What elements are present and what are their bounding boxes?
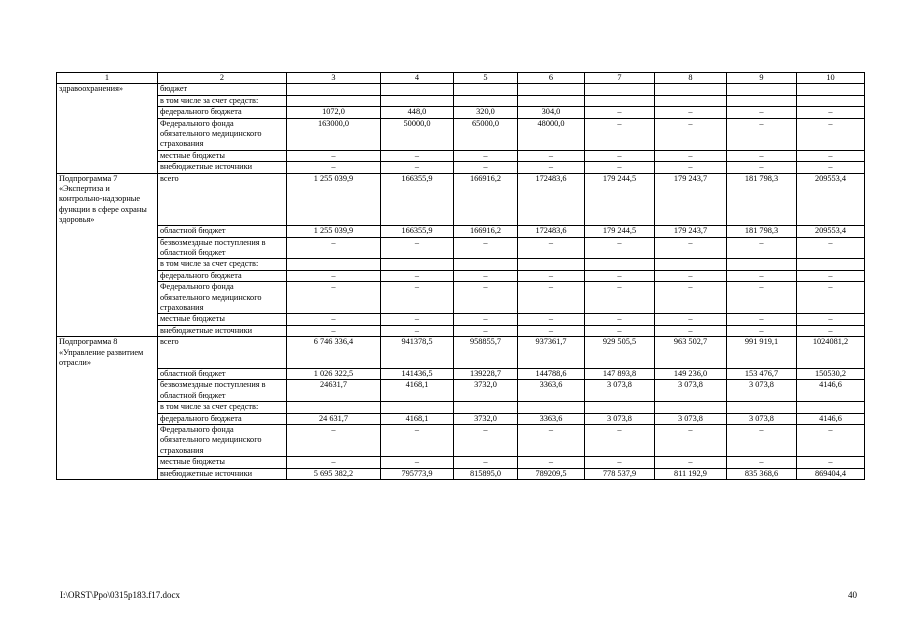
value-cell <box>518 259 585 270</box>
value-cell: – <box>585 237 655 259</box>
column-header: 3 <box>287 73 381 84</box>
value-cell: – <box>655 314 727 325</box>
value-cell: 448,0 <box>381 107 454 118</box>
value-cell: 929 505,5 <box>585 337 655 369</box>
value-cell: 1 026 322,5 <box>287 368 381 379</box>
value-cell: 320,0 <box>454 107 518 118</box>
funding-source-cell: Федерального фонда обязательного медицинского страхования <box>158 118 287 150</box>
value-cell: 958855,7 <box>454 337 518 369</box>
value-cell: 24 631,7 <box>287 413 381 424</box>
value-cell: 4168,1 <box>381 380 454 402</box>
value-cell: – <box>518 457 585 468</box>
value-cell: 1 255 039,9 <box>287 173 381 226</box>
value-cell: 3732,0 <box>454 413 518 424</box>
value-cell: 166916,2 <box>454 173 518 226</box>
value-cell: – <box>287 150 381 161</box>
value-cell: – <box>454 162 518 173</box>
value-cell <box>518 402 585 413</box>
value-cell: – <box>454 282 518 314</box>
value-cell: – <box>287 425 381 457</box>
value-cell: 811 192,9 <box>655 468 727 479</box>
funding-source-cell: в том числе за счет средств: <box>158 402 287 413</box>
value-cell: – <box>518 425 585 457</box>
value-cell: – <box>381 325 454 336</box>
column-header: 8 <box>655 73 727 84</box>
value-cell: 3363,6 <box>518 380 585 402</box>
value-cell: 65000,0 <box>454 118 518 150</box>
column-header: 9 <box>727 73 797 84</box>
value-cell <box>797 95 865 106</box>
value-cell <box>287 402 381 413</box>
value-cell <box>381 402 454 413</box>
value-cell: 181 798,3 <box>727 226 797 237</box>
value-cell: 149 236,0 <box>655 368 727 379</box>
subprogram-cell <box>57 95 158 106</box>
value-cell <box>287 259 381 270</box>
value-cell <box>797 259 865 270</box>
value-cell: – <box>454 314 518 325</box>
funding-source-cell: Федерального фонда обязательного медицинского страхования <box>158 425 287 457</box>
value-cell: 3 073,8 <box>727 380 797 402</box>
funding-source-cell: в том числе за счет средств: <box>158 95 287 106</box>
value-cell: – <box>797 325 865 336</box>
table-row <box>57 173 865 226</box>
funding-source-cell: безвозмездные поступления в областной бюджет <box>158 237 287 259</box>
value-cell: – <box>585 425 655 457</box>
value-cell: – <box>454 237 518 259</box>
funding-source-cell: областной бюджет <box>158 226 287 237</box>
table-row <box>57 425 865 457</box>
value-cell: 209553,4 <box>797 173 865 226</box>
value-cell <box>518 84 585 95</box>
value-cell: – <box>655 457 727 468</box>
funding-source-cell: федерального бюджета <box>158 270 287 281</box>
value-cell: 869404,4 <box>797 468 865 479</box>
value-cell: – <box>287 325 381 336</box>
value-cell <box>585 84 655 95</box>
budget-table <box>56 72 865 480</box>
value-cell: 179 243,7 <box>655 226 727 237</box>
value-cell <box>287 95 381 106</box>
value-cell: – <box>287 457 381 468</box>
footer-file-path: I:\ORST\Ppo\0315p183.f17.docx <box>60 590 181 600</box>
value-cell: 789209,5 <box>518 468 585 479</box>
table-row <box>57 402 865 413</box>
value-cell: 1 255 039,9 <box>287 226 381 237</box>
subprogram-cell <box>57 150 158 161</box>
value-cell: – <box>727 314 797 325</box>
column-header: 7 <box>585 73 655 84</box>
value-cell: 1024081,2 <box>797 337 865 369</box>
value-cell: – <box>381 270 454 281</box>
table-row <box>57 457 865 468</box>
funding-source-cell: бюджет <box>158 84 287 95</box>
footer-page-number: 40 <box>848 590 857 600</box>
table-row <box>57 368 865 379</box>
value-cell: 3732,0 <box>454 380 518 402</box>
value-cell: – <box>797 107 865 118</box>
value-cell <box>454 259 518 270</box>
funding-source-cell: безвозмездные поступления в областной бюджет <box>158 380 287 402</box>
value-cell: – <box>797 314 865 325</box>
table-row <box>57 118 865 150</box>
table-row <box>57 150 865 161</box>
value-cell: – <box>655 425 727 457</box>
value-cell: – <box>518 314 585 325</box>
value-cell <box>287 84 381 95</box>
value-cell: – <box>518 162 585 173</box>
value-cell: – <box>727 118 797 150</box>
subprogram-cell: Подпрограмма 8 «Управление развитием отрасли» <box>57 337 158 369</box>
funding-source-cell: местные бюджеты <box>158 457 287 468</box>
value-cell: – <box>585 270 655 281</box>
value-cell: – <box>287 162 381 173</box>
value-cell: 139228,7 <box>454 368 518 379</box>
funding-source-cell: всего <box>158 173 287 226</box>
value-cell: – <box>518 150 585 161</box>
value-cell: 166916,2 <box>454 226 518 237</box>
value-cell: 941378,5 <box>381 337 454 369</box>
funding-source-cell: всего <box>158 337 287 369</box>
value-cell: – <box>287 314 381 325</box>
value-cell: 172483,6 <box>518 173 585 226</box>
table-row <box>57 314 865 325</box>
value-cell: – <box>287 237 381 259</box>
table-row <box>57 325 865 336</box>
table-row <box>57 337 865 369</box>
value-cell: – <box>797 237 865 259</box>
funding-source-cell: Федерального фонда обязательного медицинского страхования <box>158 282 287 314</box>
value-cell: 3363,6 <box>518 413 585 424</box>
subprogram-cell <box>57 237 158 259</box>
value-cell: – <box>454 425 518 457</box>
value-cell: – <box>287 270 381 281</box>
value-cell: – <box>655 270 727 281</box>
funding-source-cell: областной бюджет <box>158 368 287 379</box>
value-cell: 3 073,8 <box>655 380 727 402</box>
value-cell: 5 695 382,2 <box>287 468 381 479</box>
value-cell: – <box>585 314 655 325</box>
value-cell: – <box>797 457 865 468</box>
table-row <box>57 270 865 281</box>
value-cell: – <box>655 107 727 118</box>
value-cell <box>797 84 865 95</box>
value-cell <box>797 402 865 413</box>
subprogram-cell <box>57 226 158 237</box>
value-cell: 181 798,3 <box>727 173 797 226</box>
subprogram-cell <box>57 162 158 173</box>
table-row <box>57 237 865 259</box>
subprogram-cell <box>57 270 158 281</box>
value-cell: – <box>454 270 518 281</box>
value-cell: 6 746 336,4 <box>287 337 381 369</box>
value-cell: 48000,0 <box>518 118 585 150</box>
funding-source-cell: федерального бюджета <box>158 413 287 424</box>
value-cell: – <box>727 150 797 161</box>
value-cell <box>655 95 727 106</box>
value-cell: – <box>454 457 518 468</box>
subprogram-cell <box>57 402 158 413</box>
value-cell: – <box>518 237 585 259</box>
value-cell: – <box>797 425 865 457</box>
funding-source-cell: в том числе за счет средств: <box>158 259 287 270</box>
value-cell: – <box>585 282 655 314</box>
subprogram-cell <box>57 118 158 150</box>
value-cell: – <box>585 118 655 150</box>
subprogram-cell <box>57 368 158 379</box>
value-cell <box>518 95 585 106</box>
table-row <box>57 413 865 424</box>
value-cell <box>381 95 454 106</box>
funding-source-cell: местные бюджеты <box>158 150 287 161</box>
subprogram-cell: здравоохранения» <box>57 84 158 95</box>
subprogram-cell <box>57 468 158 479</box>
value-cell: – <box>585 150 655 161</box>
value-cell: 815895,0 <box>454 468 518 479</box>
value-cell <box>655 84 727 95</box>
table-row <box>57 226 865 237</box>
value-cell: – <box>585 107 655 118</box>
value-cell: – <box>381 282 454 314</box>
value-cell: – <box>797 118 865 150</box>
value-cell: 150530,2 <box>797 368 865 379</box>
value-cell: – <box>381 237 454 259</box>
value-cell: – <box>454 325 518 336</box>
funding-source-cell: федерального бюджета <box>158 107 287 118</box>
value-cell: – <box>655 118 727 150</box>
funding-source-cell: местные бюджеты <box>158 314 287 325</box>
table-row <box>57 282 865 314</box>
subprogram-cell <box>57 457 158 468</box>
value-cell: – <box>727 282 797 314</box>
subprogram-cell <box>57 380 158 402</box>
value-cell: 153 476,7 <box>727 368 797 379</box>
column-header: 10 <box>797 73 865 84</box>
value-cell: – <box>727 162 797 173</box>
value-cell: 304,0 <box>518 107 585 118</box>
value-cell: 141436,5 <box>381 368 454 379</box>
value-cell: – <box>727 237 797 259</box>
value-cell: – <box>655 150 727 161</box>
value-cell <box>727 402 797 413</box>
subprogram-cell <box>57 413 158 424</box>
value-cell: – <box>518 325 585 336</box>
value-cell: 778 537,9 <box>585 468 655 479</box>
value-cell: 4146,6 <box>797 413 865 424</box>
table-row <box>57 380 865 402</box>
value-cell: – <box>727 107 797 118</box>
value-cell <box>381 259 454 270</box>
value-cell: – <box>585 325 655 336</box>
value-cell: 3 073,8 <box>655 413 727 424</box>
value-cell: 166355,9 <box>381 173 454 226</box>
value-cell: – <box>797 282 865 314</box>
value-cell <box>585 402 655 413</box>
value-cell: 172483,6 <box>518 226 585 237</box>
value-cell: – <box>381 314 454 325</box>
value-cell: 147 893,8 <box>585 368 655 379</box>
subprogram-cell <box>57 314 158 325</box>
value-cell: – <box>655 325 727 336</box>
value-cell: – <box>727 457 797 468</box>
subprogram-cell <box>57 325 158 336</box>
subprogram-cell <box>57 282 158 314</box>
value-cell <box>727 84 797 95</box>
value-cell <box>454 95 518 106</box>
value-cell <box>655 259 727 270</box>
table-row <box>57 259 865 270</box>
value-cell: – <box>797 150 865 161</box>
column-header: 1 <box>57 73 158 84</box>
value-cell: 3 073,8 <box>585 413 655 424</box>
value-cell: 24631,7 <box>287 380 381 402</box>
value-cell: 179 243,7 <box>655 173 727 226</box>
table-row <box>57 84 865 95</box>
value-cell <box>655 402 727 413</box>
value-cell: 1072,0 <box>287 107 381 118</box>
value-cell: – <box>287 282 381 314</box>
value-cell <box>585 259 655 270</box>
value-cell: 166355,9 <box>381 226 454 237</box>
value-cell: – <box>381 457 454 468</box>
value-cell: 144788,6 <box>518 368 585 379</box>
value-cell <box>727 259 797 270</box>
column-header: 5 <box>454 73 518 84</box>
value-cell: 179 244,5 <box>585 226 655 237</box>
value-cell: 991 919,1 <box>727 337 797 369</box>
value-cell: – <box>727 425 797 457</box>
funding-source-cell: внебюджетные источники <box>158 468 287 479</box>
value-cell: – <box>585 457 655 468</box>
column-header: 4 <box>381 73 454 84</box>
value-cell: – <box>381 425 454 457</box>
table-row <box>57 468 865 479</box>
header-row <box>57 73 865 84</box>
value-cell: 179 244,5 <box>585 173 655 226</box>
value-cell: – <box>797 162 865 173</box>
value-cell: – <box>797 270 865 281</box>
value-cell: – <box>454 150 518 161</box>
value-cell: 3 073,8 <box>585 380 655 402</box>
value-cell: 163000,0 <box>287 118 381 150</box>
value-cell <box>585 95 655 106</box>
value-cell: 50000,0 <box>381 118 454 150</box>
value-cell: 835 368,6 <box>727 468 797 479</box>
value-cell: – <box>655 237 727 259</box>
subprogram-cell <box>57 425 158 457</box>
table-row <box>57 107 865 118</box>
value-cell: – <box>518 282 585 314</box>
subprogram-cell: Подпрограмма 7 «Экспертиза и контрольно-надзорные функции в сфере охраны здоровья» <box>57 173 158 226</box>
value-cell <box>454 402 518 413</box>
value-cell: 795773,9 <box>381 468 454 479</box>
subprogram-cell <box>57 107 158 118</box>
value-cell: – <box>381 162 454 173</box>
value-cell: 963 502,7 <box>655 337 727 369</box>
value-cell: – <box>518 270 585 281</box>
value-cell: 937361,7 <box>518 337 585 369</box>
table-row <box>57 95 865 106</box>
value-cell: – <box>655 282 727 314</box>
value-cell: – <box>381 150 454 161</box>
value-cell: – <box>727 325 797 336</box>
table-row <box>57 162 865 173</box>
value-cell: – <box>655 162 727 173</box>
column-header: 2 <box>158 73 287 84</box>
column-header: 6 <box>518 73 585 84</box>
subprogram-cell <box>57 259 158 270</box>
value-cell: – <box>727 270 797 281</box>
value-cell <box>727 95 797 106</box>
value-cell: 4146,6 <box>797 380 865 402</box>
value-cell: 4168,1 <box>381 413 454 424</box>
funding-source-cell: внебюджетные источники <box>158 162 287 173</box>
funding-source-cell: внебюджетные источники <box>158 325 287 336</box>
value-cell: – <box>585 162 655 173</box>
value-cell <box>381 84 454 95</box>
value-cell: 3 073,8 <box>727 413 797 424</box>
value-cell <box>454 84 518 95</box>
value-cell: 209553,4 <box>797 226 865 237</box>
